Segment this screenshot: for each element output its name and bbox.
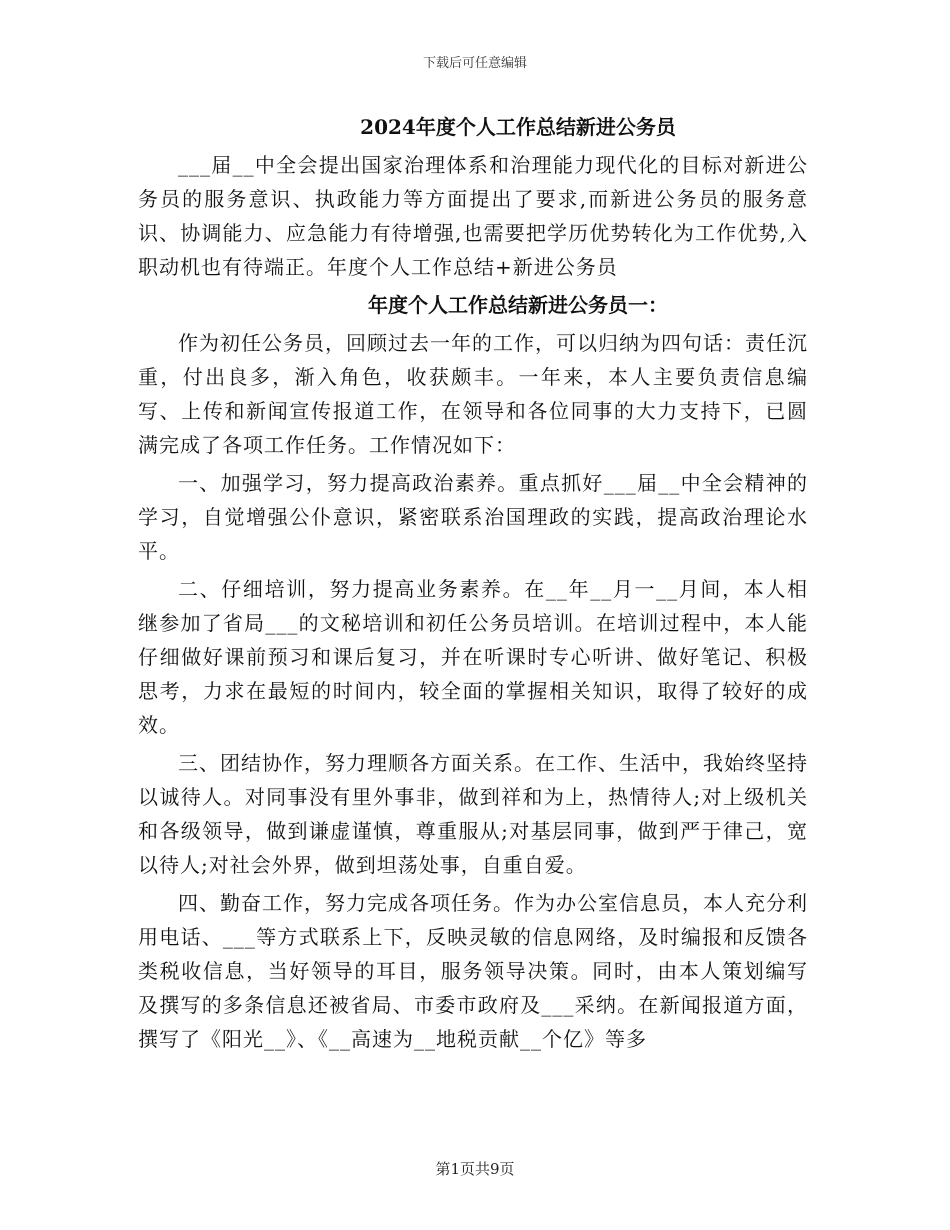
page-number: 第1页共9页 [435, 1160, 515, 1178]
document-body [138, 110, 808, 1060]
download-edit-note: 下载后可任意编辑 [422, 56, 527, 71]
body-paragraph: 二、仔细培训，努力提高业务素养。在__年__月一__月间，本人相继参加了省局___的文秘培训和初任公务员培训。在培训过程中，本人能仔细做好课前预习和课后复习，并在听课时专心听讲、做好笔记、积极思考，力求在最短的时间内，较全面的掌握相关知识，取得了较好的成效。 [138, 577, 808, 737]
body-paragraph: 作为初任公务员，回顾过去一年的工作，可以归纳为四句话：责任沉重，付出良多，渐入角色，收获颇丰。一年来，本人主要负责信息编写、上传和新闻宣传报道工作，在领导和各位同事的大力支持下，已圆满完成了各项工作任务。工作情况如下： [138, 331, 808, 457]
body-paragraph: 三、团结协作，努力理顺各方面关系。在工作、生活中，我始终坚持以诚待人。对同事没有里外事非，做到祥和为上，热情待人;对上级机关和各级领导，做到谦虚谨慎，尊重服从;对基层同事，做到严于律己，宽以待人;对社会外界，做到坦荡处事，自重自爱。 [138, 751, 808, 877]
intro-paragraph: ___届__中全会提出国家治理体系和治理能力现代化的目标对新进公务员的服务意识、执政能力等方面提出了要求,而新进公务员的服务意识、协调能力、应急能力有待增强,也需要把学历优势转化为工作优势,入职动机也有待端正。年度个人工作总结+新进公务员 [138, 153, 808, 279]
document-title: 2024年度个人工作总结新进公务员 [360, 115, 676, 139]
body-paragraph: 四、勤奋工作，努力完成各项任务。作为办公室信息员，本人充分利用电话、___等方式联系上下，反映灵敏的信息网络，及时编报和反馈各类税收信息，当好领导的耳目，服务领导决策。同时，由本人策划编写及撰写的多条信息还被省局、市委市政府及___采纳。在新闻报道方面，撰写了《阳光__》、《__高速为__地税贡献__个亿》等多 [138, 891, 808, 1051]
body-paragraph: 一、加强学习，努力提高政治素养。重点抓好___届__中全会精神的学习，自觉增强公仆意识，紧密联系治国理政的实践，提高政治理论水平。 [138, 471, 808, 563]
section-title: 年度个人工作总结新进公务员一： [368, 293, 668, 317]
